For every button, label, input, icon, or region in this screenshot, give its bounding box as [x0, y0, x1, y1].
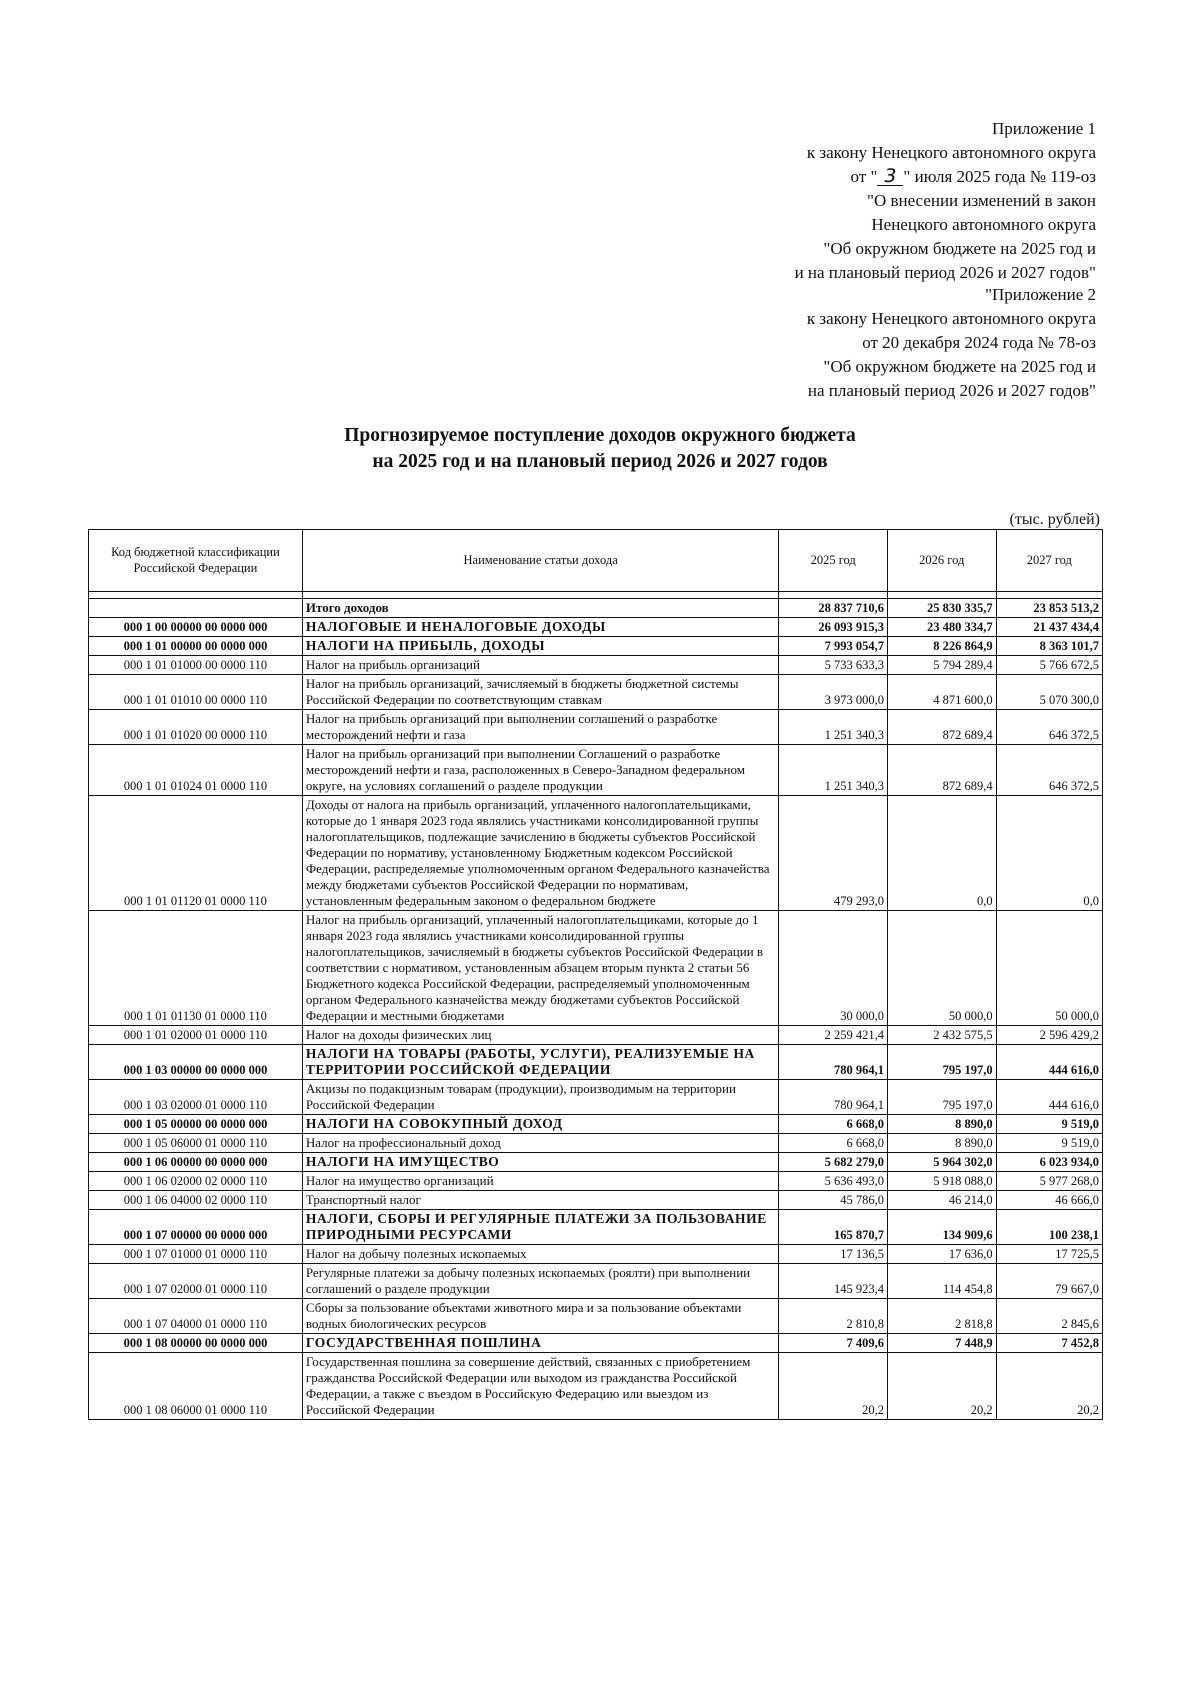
table-row [89, 1134, 1103, 1153]
header-code: Код бюджетной классификации Российской Федерации [89, 530, 303, 592]
appendix-header-line: Ненецкого автономного округа [871, 215, 1096, 234]
value-2027-cell: 79 667,0 [996, 1264, 1102, 1299]
value-2026-cell: 20,2 [887, 1353, 996, 1420]
value-2025-cell: 7 993 054,7 [779, 637, 888, 656]
value-2025-cell: 2 259 421,4 [779, 1026, 888, 1045]
appendix-header-line: "Об окружном бюджете на 2025 год и [823, 357, 1096, 376]
value-2026-cell: 4 871 600,0 [887, 675, 996, 710]
budget-code-cell: 000 1 01 01020 00 0000 110 [89, 710, 303, 745]
table-row [89, 1334, 1103, 1353]
revenue-name-cell: Налог на прибыль организаций, зачисляемый в бюджеты бюджетной системы Российской Федерации по соответствующим ставкам [302, 675, 779, 710]
value-2027-cell: 50 000,0 [996, 911, 1102, 1026]
value-2026-cell: 5 964 302,0 [887, 1153, 996, 1172]
table-row [89, 796, 1103, 911]
value-2025-cell: 780 964,1 [779, 1045, 888, 1080]
revenue-name-cell: Налог на профессиональный доход [302, 1134, 779, 1153]
revenue-name-cell: Налог на прибыль организаций при выполнении Соглашений о разработке месторождений нефти и газа, расположенных в Северо-Западном федеральном округе, на условиях соглашений о разделе продукции [302, 745, 779, 796]
header-2027: 2027 год [996, 530, 1102, 592]
appendix-header-line: на плановый период 2026 и 2027 годов" [807, 381, 1096, 400]
appendix-header-line: и на плановый период 2026 и 2027 годов" [794, 263, 1096, 282]
value-2025-cell: 5 636 493,0 [779, 1172, 888, 1191]
revenue-name-cell: НАЛОГОВЫЕ И НЕНАЛОГОВЫЕ ДОХОДЫ [302, 618, 779, 637]
table-row [89, 1299, 1103, 1334]
value-2027-cell: 8 363 101,7 [996, 637, 1102, 656]
value-2026-cell: 795 197,0 [887, 1045, 996, 1080]
budget-code-cell: 000 1 06 04000 02 0000 110 [89, 1191, 303, 1210]
value-2026-cell: 7 448,9 [887, 1334, 996, 1353]
revenue-name-cell: НАЛОГИ НА ИМУЩЕСТВО [302, 1153, 779, 1172]
table-row [89, 675, 1103, 710]
table-row [89, 745, 1103, 796]
revenue-table [88, 529, 1103, 1420]
budget-code-cell: 000 1 05 06000 01 0000 110 [89, 1134, 303, 1153]
value-2026-cell: 8 226 864,9 [887, 637, 996, 656]
value-2026-cell: 114 454,8 [887, 1264, 996, 1299]
budget-code-cell: 000 1 01 01000 00 0000 110 [89, 656, 303, 675]
appendix-header-line: "О внесении изменений в закон [867, 191, 1096, 210]
value-2025-cell: 26 093 915,3 [779, 618, 888, 637]
table-row [89, 656, 1103, 675]
revenue-name-cell: Государственная пошлина за совершение действий, связанных с приобретением гражданства Российской Федерации или выходом из гражданства Российской Федерации, а также с въездом в Российскую Федерацию или выездом из Российской Федерации [302, 1353, 779, 1420]
value-2027-cell: 23 853 513,2 [996, 599, 1102, 618]
table-row [89, 618, 1103, 637]
value-2026-cell: 17 636,0 [887, 1245, 996, 1264]
revenue-name-cell: НАЛОГИ, СБОРЫ И РЕГУЛЯРНЫЕ ПЛАТЕЖИ ЗА ПОЛЬЗОВАНИЕ ПРИРОДНЫМИ РЕСУРСАМИ [302, 1210, 779, 1245]
value-2025-cell: 45 786,0 [779, 1191, 888, 1210]
value-2025-cell: 5 682 279,0 [779, 1153, 888, 1172]
value-2027-cell: 2 596 429,2 [996, 1026, 1102, 1045]
revenue-name-cell: Итого доходов [302, 599, 779, 618]
value-2027-cell: 9 519,0 [996, 1134, 1102, 1153]
value-2025-cell: 1 251 340,3 [779, 745, 888, 796]
value-2025-cell: 479 293,0 [779, 796, 888, 911]
revenue-name-cell: Регулярные платежи за добычу полезных ископаемых (роялти) при выполнении соглашений о разделе продукции [302, 1264, 779, 1299]
value-2027-cell: 46 666,0 [996, 1191, 1102, 1210]
budget-code-cell [89, 599, 303, 618]
value-2025-cell: 165 870,7 [779, 1210, 888, 1245]
value-2027-cell: 9 519,0 [996, 1115, 1102, 1134]
value-2027-cell: 646 372,5 [996, 710, 1102, 745]
revenue-name-cell: Налог на добычу полезных ископаемых [302, 1245, 779, 1264]
budget-code-cell: 000 1 03 02000 01 0000 110 [89, 1080, 303, 1115]
value-2027-cell: 100 238,1 [996, 1210, 1102, 1245]
revenue-name-cell: Сборы за пользование объектами животного мира и за пользование объектами водных биологических ресурсов [302, 1299, 779, 1334]
value-2026-cell: 46 214,0 [887, 1191, 996, 1210]
value-2027-cell: 5 977 268,0 [996, 1172, 1102, 1191]
budget-code-cell: 000 1 08 00000 00 0000 000 [89, 1334, 303, 1353]
revenue-name-cell: ГОСУДАРСТВЕННАЯ ПОШЛИНА [302, 1334, 779, 1353]
value-2027-cell: 5 766 672,5 [996, 656, 1102, 675]
value-2025-cell: 30 000,0 [779, 911, 888, 1026]
value-2026-cell: 134 909,6 [887, 1210, 996, 1245]
value-2025-cell: 3 973 000,0 [779, 675, 888, 710]
value-2025-cell: 28 837 710,6 [779, 599, 888, 618]
value-2025-cell: 6 668,0 [779, 1115, 888, 1134]
budget-code-cell: 000 1 03 00000 00 0000 000 [89, 1045, 303, 1080]
handwritten-day: 3 [877, 167, 903, 186]
appendix-header-line: от 20 декабря 2024 года № 78-оз [862, 333, 1096, 352]
table-header-row [89, 530, 1103, 592]
value-2025-cell: 1 251 340,3 [779, 710, 888, 745]
value-2027-cell: 2 845,6 [996, 1299, 1102, 1334]
date-suffix: " июля 2025 года № 119-оз [903, 167, 1096, 186]
table-row [89, 911, 1103, 1026]
table-row [89, 1172, 1103, 1191]
value-2026-cell: 872 689,4 [887, 745, 996, 796]
table-row [89, 1026, 1103, 1045]
revenue-name-cell: Налог на прибыль организаций, уплаченный налогоплательщиками, которые до 1 января 2023 года являлись участниками консолидированной группы налогоплательщиков, зачисляемый в бюджеты субъектов Российской Федерации в соответствии с нормативом, установленным абзацем вторым пункта 2 статьи 56 Бюджетного кодекса Российской Федерации, распределяемый уполномоченным органом Федерального казначейства между бюджетами субъектов Российской Федерации и местными бюджетами [302, 911, 779, 1026]
appendix-header-line: к закону Ненецкого автономного округа [806, 309, 1096, 328]
appendix-header-line: "Приложение 2 [985, 285, 1096, 304]
value-2025-cell: 780 964,1 [779, 1080, 888, 1115]
value-2025-cell: 6 668,0 [779, 1134, 888, 1153]
budget-code-cell: 000 1 01 01130 01 0000 110 [89, 911, 303, 1026]
title-line: Прогнозируемое поступление доходов окружного бюджета [344, 425, 856, 446]
budget-code-cell: 000 1 07 02000 01 0000 110 [89, 1264, 303, 1299]
revenue-name-cell: Налог на прибыль организаций [302, 656, 779, 675]
value-2025-cell: 5 733 633,3 [779, 656, 888, 675]
title-line: на 2025 год и на плановый период 2026 и 2027 годов [372, 451, 828, 472]
units-label: (тыс. рублей) [1009, 511, 1100, 528]
table-row [89, 1153, 1103, 1172]
table-row [89, 1353, 1103, 1420]
value-2025-cell: 145 923,4 [779, 1264, 888, 1299]
table-row [89, 1080, 1103, 1115]
revenue-name-cell: Доходы от налога на прибыль организаций, уплаченного налогоплательщиками, которые до 1 января 2023 года являлись участниками консолидированной группы налогоплательщиков, подлежащие зачислению в бюджеты субъектов Российской Федерации по нормативу, установленному Бюджетным кодексом Российской Федерации, распределяемые уполномоченным органом Федерального казначейства между бюджетами субъектов Российской Федерации по нормативам, установленным федеральным законом о федеральном бюджете [302, 796, 779, 911]
value-2026-cell: 50 000,0 [887, 911, 996, 1026]
table-row [89, 710, 1103, 745]
appendix-header-line: к закону Ненецкого автономного округа [806, 143, 1096, 162]
value-2026-cell: 872 689,4 [887, 710, 996, 745]
revenue-name-cell: Транспортный налог [302, 1191, 779, 1210]
revenue-name-cell: НАЛОГИ НА СОВОКУПНЫЙ ДОХОД [302, 1115, 779, 1134]
document-title [90, 423, 1110, 475]
revenue-name-cell: Налог на имущество организаций [302, 1172, 779, 1191]
table-row [89, 1264, 1103, 1299]
value-2026-cell: 2 818,8 [887, 1299, 996, 1334]
revenue-name-cell: НАЛОГИ НА ПРИБЫЛЬ, ДОХОДЫ [302, 637, 779, 656]
value-2026-cell: 5 794 289,4 [887, 656, 996, 675]
value-2027-cell: 21 437 434,4 [996, 618, 1102, 637]
budget-code-cell: 000 1 07 00000 00 0000 000 [89, 1210, 303, 1245]
budget-code-cell: 000 1 06 02000 02 0000 110 [89, 1172, 303, 1191]
revenue-name-cell: Акцизы по подакцизным товарам (продукции), производимым на территории Российской Федерации [302, 1080, 779, 1115]
table-row [89, 599, 1103, 618]
value-2026-cell: 23 480 334,7 [887, 618, 996, 637]
value-2027-cell: 17 725,5 [996, 1245, 1102, 1264]
value-2027-cell: 444 616,0 [996, 1080, 1102, 1115]
value-2026-cell: 0,0 [887, 796, 996, 911]
budget-code-cell: 000 1 01 01120 01 0000 110 [89, 796, 303, 911]
table-row [89, 1210, 1103, 1245]
appendix-header-2 [807, 283, 1096, 403]
header-2026: 2026 год [887, 530, 996, 592]
value-2026-cell: 25 830 335,7 [887, 599, 996, 618]
budget-code-cell: 000 1 01 01010 00 0000 110 [89, 675, 303, 710]
value-2027-cell: 20,2 [996, 1353, 1102, 1420]
value-2027-cell: 6 023 934,0 [996, 1153, 1102, 1172]
value-2027-cell: 0,0 [996, 796, 1102, 911]
appendix-header-line: "Об окружном бюджете на 2025 год и [823, 239, 1096, 258]
revenue-name-cell: НАЛОГИ НА ТОВАРЫ (РАБОТЫ, УСЛУГИ), РЕАЛИЗУЕМЫЕ НА ТЕРРИТОРИИ РОССИЙСКОЙ ФЕДЕРАЦИИ [302, 1045, 779, 1080]
budget-code-cell: 000 1 00 00000 00 0000 000 [89, 618, 303, 637]
budget-code-cell: 000 1 06 00000 00 0000 000 [89, 1153, 303, 1172]
table-row [89, 1045, 1103, 1080]
revenue-name-cell: Налог на прибыль организаций при выполнении соглашений о разработке месторождений нефти и газа [302, 710, 779, 745]
table-row [89, 1115, 1103, 1134]
value-2026-cell: 8 890,0 [887, 1134, 996, 1153]
value-2025-cell: 7 409,6 [779, 1334, 888, 1353]
appendix-header [795, 117, 1096, 285]
budget-code-cell: 000 1 07 04000 01 0000 110 [89, 1299, 303, 1334]
budget-code-cell: 000 1 01 02000 01 0000 110 [89, 1026, 303, 1045]
value-2027-cell: 646 372,5 [996, 745, 1102, 796]
table-body [89, 592, 1103, 1420]
budget-code-cell: 000 1 08 06000 01 0000 110 [89, 1353, 303, 1420]
budget-code-cell: 000 1 01 00000 00 0000 000 [89, 637, 303, 656]
revenue-name-cell: Налог на доходы физических лиц [302, 1026, 779, 1045]
value-2027-cell: 444 616,0 [996, 1045, 1102, 1080]
table-row [89, 1191, 1103, 1210]
appendix-header-date-line [795, 165, 1096, 189]
value-2025-cell: 20,2 [779, 1353, 888, 1420]
value-2026-cell: 795 197,0 [887, 1080, 996, 1115]
table-row [89, 1245, 1103, 1264]
value-2025-cell: 2 810,8 [779, 1299, 888, 1334]
budget-code-cell: 000 1 07 01000 01 0000 110 [89, 1245, 303, 1264]
value-2027-cell: 5 070 300,0 [996, 675, 1102, 710]
table-row [89, 637, 1103, 656]
header-2025: 2025 год [779, 530, 888, 592]
date-prefix: от " [850, 167, 878, 186]
appendix-header-line: Приложение 1 [992, 119, 1096, 138]
value-2026-cell: 5 918 088,0 [887, 1172, 996, 1191]
budget-code-cell: 000 1 01 01024 01 0000 110 [89, 745, 303, 796]
value-2025-cell: 17 136,5 [779, 1245, 888, 1264]
value-2026-cell: 8 890,0 [887, 1115, 996, 1134]
budget-code-cell: 000 1 05 00000 00 0000 000 [89, 1115, 303, 1134]
header-name: Наименование статьи дохода [302, 530, 779, 592]
value-2027-cell: 7 452,8 [996, 1334, 1102, 1353]
spacer-row [89, 592, 1103, 599]
value-2026-cell: 2 432 575,5 [887, 1026, 996, 1045]
